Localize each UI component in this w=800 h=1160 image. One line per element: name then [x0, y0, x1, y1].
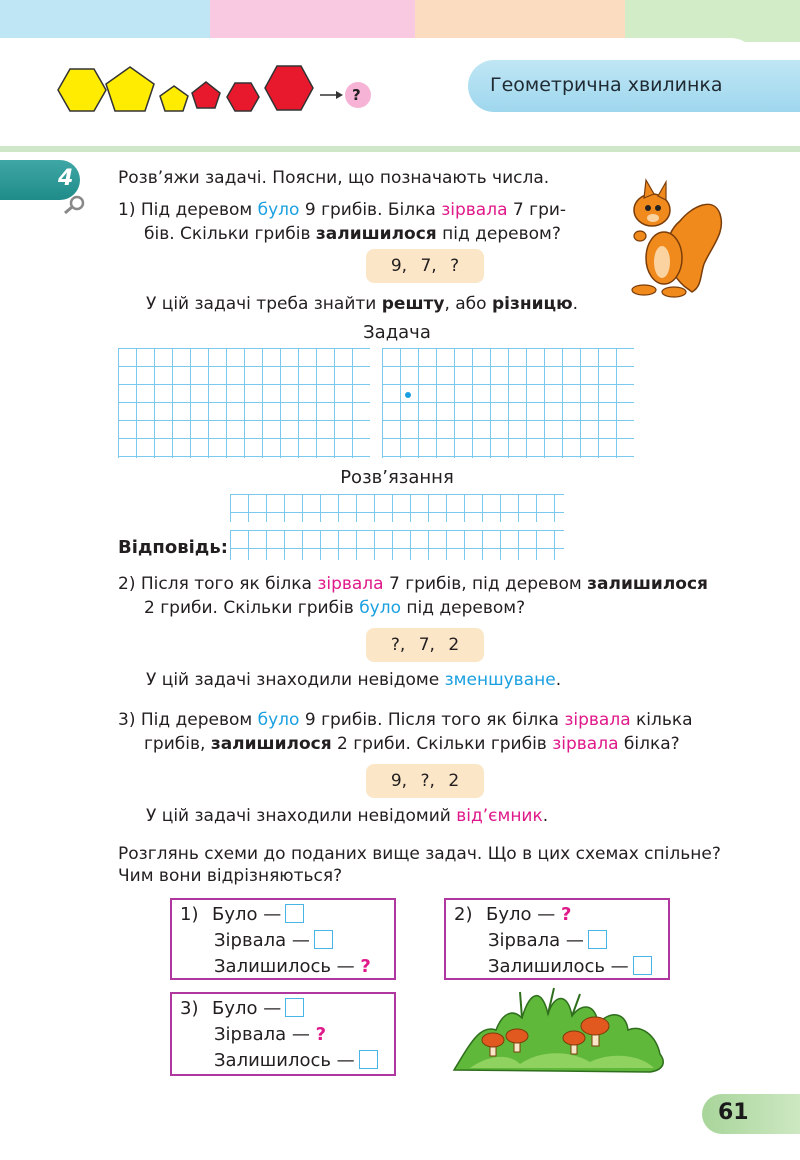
mushrooms-grass-illustration — [450, 984, 670, 1076]
squirrel-illustration — [622, 176, 726, 302]
scheme-3-row-zalyshylos: Залишилось — — [214, 1050, 378, 1071]
zadacha-label: Задача — [363, 322, 431, 343]
scheme-2-row-zirvala: Зірвала — — [488, 930, 607, 951]
answer-box[interactable] — [359, 1050, 378, 1069]
task2-line2: 2 гриби. Скільки грибів було під деревом? — [144, 598, 526, 618]
scheme-2-row-zalyshylos: Залишилось — — [488, 956, 652, 977]
red-hexagon-small — [227, 83, 259, 111]
scheme-3-row-bulo: Було — — [212, 998, 304, 1019]
scheme-2 — [444, 898, 670, 980]
grid-marker-dot — [402, 389, 414, 401]
task1-note: У цій задачі треба знайти решту, або різницю. — [146, 294, 579, 314]
section-title: Геометрична хвилинка — [468, 60, 800, 112]
yellow-pentagon-small — [160, 86, 188, 111]
top-strip-peach — [415, 0, 625, 42]
scheme-1 — [170, 898, 396, 980]
scheme-1-row-zalyshylos: Залишилось — ? — [214, 956, 371, 977]
top-strip-green — [625, 0, 800, 42]
scheme-1-number: 1) — [180, 904, 199, 925]
schemes-question-line2: Чим вони відрізняються? — [118, 866, 343, 886]
top-strip-blue — [0, 0, 210, 42]
task-grid-right[interactable] — [382, 348, 634, 458]
task3-line1: 3) Під деревом було 9 грибів. Після того як білка зірвала кілька — [118, 710, 693, 730]
answer-box[interactable] — [314, 930, 333, 949]
answer-box[interactable] — [588, 930, 607, 949]
task3-note: У цій задачі знаходили невідомий від’ємник. — [146, 806, 549, 826]
answer-box[interactable] — [285, 998, 304, 1017]
task2-numbers: ?, 7, 2 — [366, 628, 484, 662]
shape-sequence — [44, 62, 374, 118]
solution-label: Розв’язання — [340, 467, 454, 488]
task2-line1: 2) Після того як білка зірвала 7 грибів, під деревом залишилося — [118, 574, 708, 594]
answer-box[interactable] — [285, 904, 304, 923]
answer-box[interactable] — [633, 956, 652, 975]
task1-line1: 1) Під деревом було 9 грибів. Білка зірвала 7 гри- — [118, 200, 567, 220]
exercise-intro: Розв’яжи задачі. Поясни, що позначають числа. — [118, 168, 550, 188]
task3-numbers: 9, ?, 2 — [366, 764, 484, 798]
scheme-2-number: 2) — [454, 904, 473, 925]
schemes-question-line1: Розглянь схеми до поданих вище задач. Що в цих схемах спільне? — [118, 844, 721, 864]
top-strip-pink — [210, 0, 415, 42]
task3-line2: грибів, залишилося 2 гриби. Скільки грибів зірвала білка? — [144, 734, 680, 754]
solution-grid[interactable] — [230, 494, 564, 522]
task2-note: У цій задачі знаходили невідоме зменшуване. — [146, 670, 562, 690]
answer-grid[interactable] — [230, 530, 564, 560]
scheme-3-number: 3) — [180, 998, 199, 1019]
magnifier-icon — [62, 194, 88, 216]
answer-label: Відповідь: — [118, 537, 228, 558]
yellow-pentagon-large — [106, 67, 154, 111]
red-hexagon-large — [265, 66, 313, 110]
header-divider — [0, 146, 800, 152]
sequence-question-mark: ? — [352, 86, 361, 104]
yellow-hexagon-large — [58, 69, 106, 111]
scheme-3-row-zirvala: Зірвала — ? — [214, 1024, 327, 1045]
scheme-2-row-bulo: Було — ? — [486, 904, 572, 925]
page-number: 61 — [702, 1094, 800, 1134]
task-grid-left[interactable] — [118, 348, 370, 458]
scheme-3 — [170, 992, 396, 1076]
task1-numbers: 9, 7, ? — [366, 249, 484, 283]
task1-line2: бів. Скільки грибів залишилося під деревом? — [144, 224, 561, 244]
scheme-1-row-zirvala: Зірвала — — [214, 930, 333, 951]
exercise-number: 4 — [58, 166, 74, 191]
scheme-1-row-bulo: Було — — [212, 904, 304, 925]
red-pentagon-small — [192, 82, 220, 108]
